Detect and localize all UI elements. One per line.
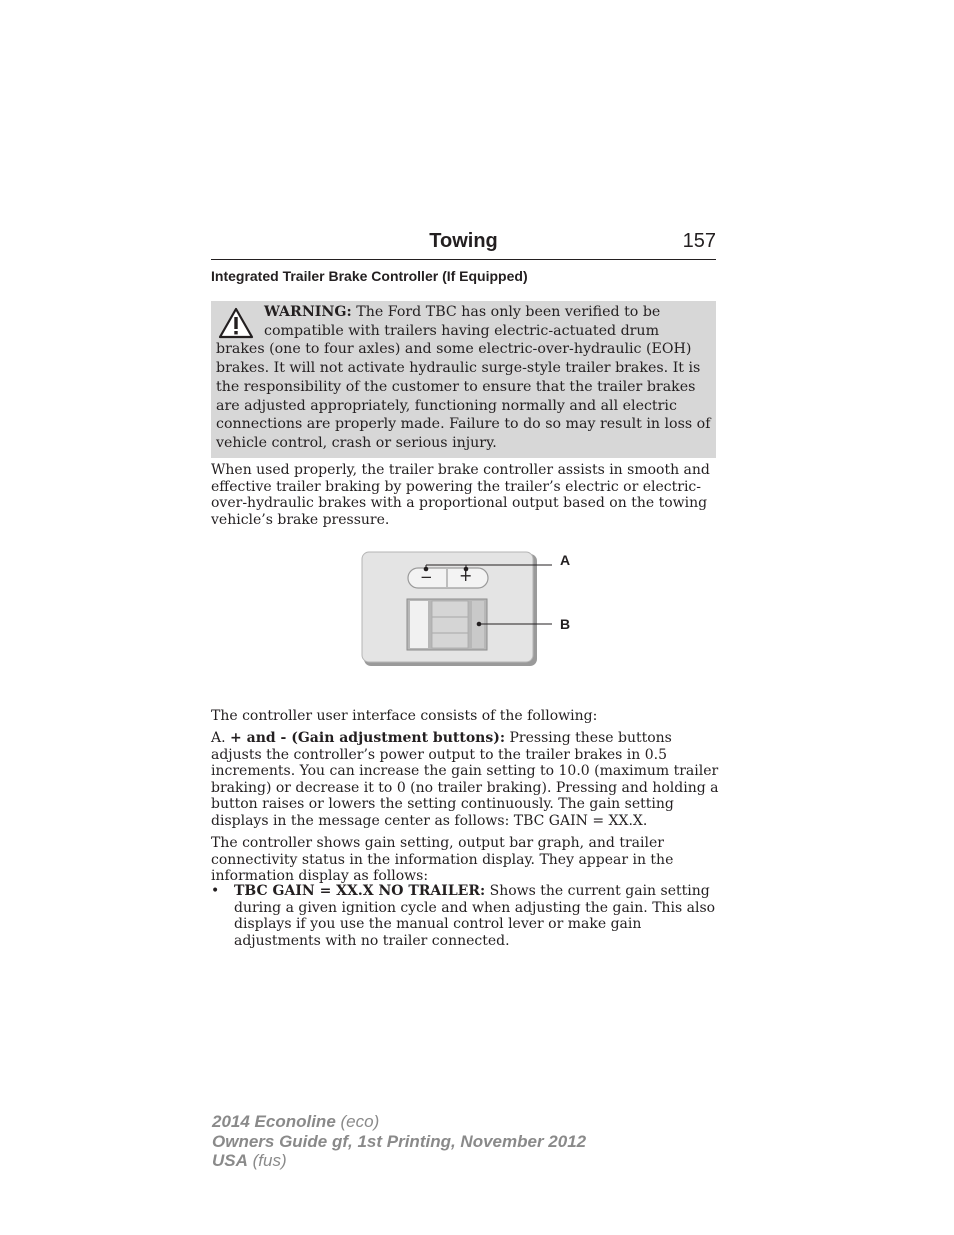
page-header: [211, 228, 716, 260]
page-number: 157: [682, 230, 716, 252]
footer-market: USA: [212, 1151, 248, 1170]
section-heading: Integrated Trailer Brake Controller (If Equipped): [211, 268, 528, 284]
bullet-term: TBC GAIN = XX.X NO TRAILER:: [234, 883, 486, 899]
bullet-body: Shows the current gain setting during a given ignition cycle and when adjusting the gain. This also displays if you use the manual control lever or make gain adjustments with no trailer connected.: [234, 883, 716, 949]
page-title: Towing: [429, 230, 498, 252]
item-a-text: Pressing these buttons adjusts the controller’s power output to the trailer brakes in 0.5 increments. You can increase the gain setting to 10.0 (maximum trailer braking) or decrease it to 0 (no trailer braking). Pressing and holding a button raises or lowers the setting continuously. The gain setting displays in the message center as follows: TBC GAIN = XX.X.: [211, 730, 719, 829]
controller-illustration: [360, 545, 580, 670]
display-intro: The controller shows gain setting, output bar graph, and trailer connectivity status in the information display. They appear in the information display as follows:: [211, 835, 674, 884]
footer-model-code: (eco): [335, 1112, 380, 1131]
warning-triangle-icon: [218, 307, 254, 339]
intro-paragraph: When used properly, the trailer brake controller assists in smooth and effective trailer braking by powering the trailer’s electric or electric-over-hydraulic brakes with a proportional output based on the towing vehicle’s brake pressure.: [211, 462, 710, 528]
item-a-term: + and - (Gain adjustment buttons):: [230, 730, 506, 746]
item-a-paragraph: [211, 730, 721, 829]
figure-label-b: B: [560, 616, 571, 632]
footer-printing: Owners Guide gf, 1st Printing, November 2012: [212, 1131, 587, 1151]
warning-label: WARNING:: [264, 304, 352, 320]
controller-figure: [360, 545, 580, 670]
footer-model: 2014 Econoline: [212, 1112, 336, 1131]
warning-body: The Ford TBC has only been verified to be compatible with trailers having electric-actuated drum brakes (one to four axles) and some electric-over-hydraulic (EOH) brakes. It will not activate hydraulic surge-style trailer brakes. It is the responsibility of the customer to ensure that the trailer brakes are adjusted appropriately, functioning normally and all electric connections are properly made. Failure to do so may result in loss of vehicle control, crash or serious injury.: [216, 304, 711, 451]
page-footer: [212, 1112, 586, 1171]
figure-label-a: A: [560, 552, 571, 568]
footer-line-1: [212, 1112, 586, 1132]
bullet-text: [234, 883, 721, 949]
plus-symbol: +: [459, 566, 473, 585]
footer-line-2: [212, 1132, 586, 1152]
interface-intro: The controller user interface consists of the following:: [211, 708, 598, 724]
bullet-item-tbc-gain: [211, 883, 721, 949]
warning-box: [211, 301, 716, 458]
bullet-marker: •: [211, 883, 220, 899]
item-a-prefix: A.: [211, 730, 231, 746]
warning-text: [216, 303, 711, 453]
footer-market-code: (fus): [247, 1151, 287, 1170]
footer-line-3: [212, 1151, 586, 1171]
minus-symbol: −: [420, 568, 433, 586]
